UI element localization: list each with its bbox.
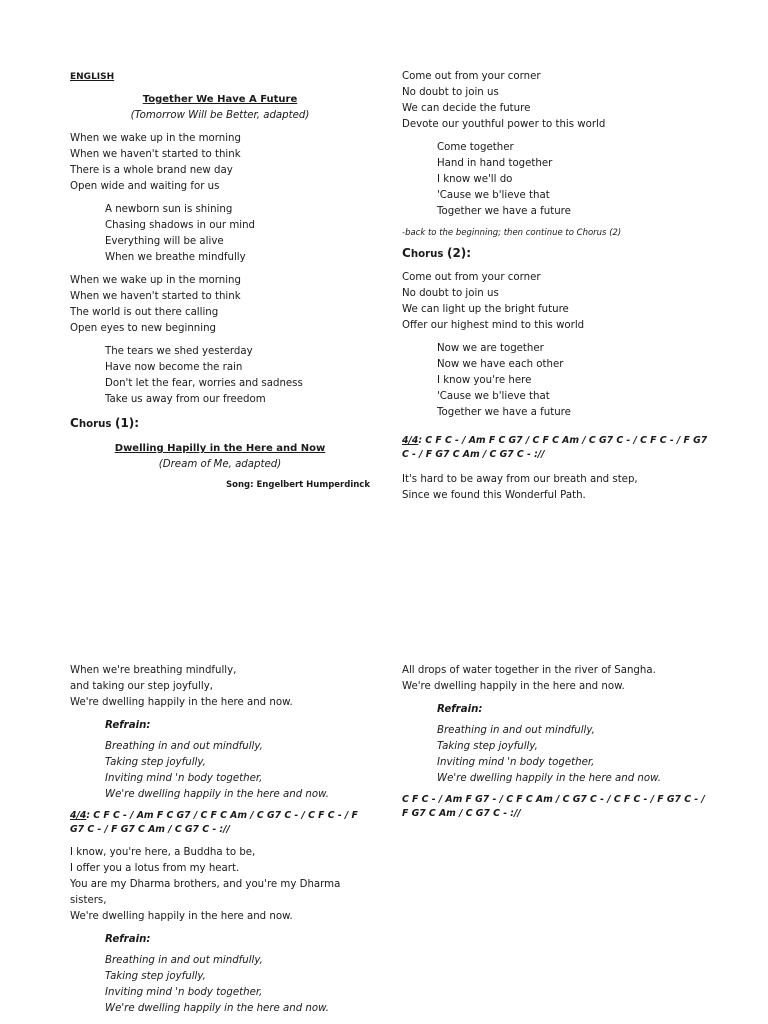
lyric-line: Inviting mind 'n body together, [105, 773, 263, 784]
song2-verse1 [70, 663, 370, 711]
song2-verse3 [402, 663, 712, 695]
lyric-line: When we wake up in the morning [70, 275, 241, 286]
refrain-block [402, 702, 712, 787]
song2-title: Dwelling Hapilly in the Here and Now [114, 443, 326, 454]
song2-verse2 [70, 845, 370, 925]
lyric-line: Have now become the rain [105, 362, 243, 373]
lyric-line: Everything will be alive [105, 236, 224, 247]
chorus1-label: Chorus (1): [70, 416, 140, 430]
lyric-line: Chasing shadows in our mind [105, 220, 256, 231]
lyric-line: Since we found this Wonderful Path. [402, 490, 586, 501]
lyric-line: Together we have a future [437, 407, 571, 418]
chorus2-lines [402, 270, 712, 334]
lyric-line: I know we'll do [437, 174, 513, 185]
chord-progression: 4/4: C F C - / Am F C G7 / C F C Am / C G7 C - / C F C - / F G7 C - / F G7 C Am / C G7 C - :// [70, 810, 358, 835]
top-left-column [70, 69, 370, 493]
refrain-label: Refrain: [105, 934, 151, 945]
repeat-note: -back to the beginning; then continue to Chorus (2) [402, 228, 622, 238]
lyric-line: Now we are together [437, 343, 544, 354]
top-right-column [402, 69, 712, 504]
lyric-line: Inviting mind 'n body together, [105, 987, 263, 998]
chorus2-label: Chorus (2): [402, 246, 472, 260]
lyric-line: Breathing in and out mindfully, [105, 741, 263, 752]
lyric-line: It's hard to be away from our breath and step, [402, 474, 638, 485]
lyric-line: We're dwelling happily in the here and now. [105, 1003, 330, 1014]
song1-stanza2 [70, 344, 370, 408]
lyric-line: Taking step joyfully, [105, 757, 206, 768]
lyric-line: All drops of water together in the river of Sangha. [402, 665, 656, 676]
lyric-line: I offer you a lotus from my heart. [70, 863, 240, 874]
lyric-line: Take us away from our freedom [105, 394, 266, 405]
lyric-line: We're dwelling happily in the here and now. [437, 773, 662, 784]
lyric-line: 'Cause we b'lieve that [437, 391, 550, 402]
refrain-label: Refrain: [105, 720, 151, 731]
song1-subtitle: (Tomorrow Will be Better, adapted) [130, 110, 310, 121]
bottom-right-column [402, 663, 712, 821]
lyric-line: No doubt to join us [402, 288, 499, 299]
lyric-line: and taking our step joyfully, [70, 681, 213, 692]
lyric-line: I know you're here [437, 375, 532, 386]
refrain-block [70, 932, 370, 1017]
lyric-line: Open eyes to new beginning [70, 323, 217, 334]
lyric-line: Devote our youthful power to this world [402, 119, 606, 130]
lyric-line: Don't let the fear, worries and sadness [105, 378, 303, 389]
lyric-line: Inviting mind 'n body together, [437, 757, 595, 768]
chorus1-lines [402, 69, 712, 133]
lyric-line: When we breathe mindfully [105, 252, 246, 263]
lyric-line: Together we have a future [437, 206, 571, 217]
lyric-line: When we haven't started to think [70, 149, 241, 160]
lyric-line: Come out from your corner [402, 272, 541, 283]
chorus2-refrain [402, 341, 712, 421]
lyric-line: When we wake up in the morning [70, 133, 241, 144]
lyric-line: I know, you're here, a Buddha to be, [70, 847, 256, 858]
lyric-line: Breathing in and out mindfully, [437, 725, 595, 736]
song1-stanza1 [70, 202, 370, 266]
language-heading: ENGLISH [70, 72, 115, 82]
song-credit: Song: Engelbert Humperdinck [226, 480, 370, 490]
lyric-line: The world is out there calling [70, 307, 219, 318]
lyric-line: When we haven't started to think [70, 291, 241, 302]
lyric-line: There is a whole brand new day [70, 165, 233, 176]
chord-progression: 4/4: C F C - / Am F C G7 / C F C Am / C G7 C - / C F C - / F G7 C - / F G7 C Am / C G7 C - :// [402, 435, 708, 460]
lyric-line: You are my Dharma brothers, and you're my Dharma [70, 879, 341, 890]
song1-title: Together We Have A Future [142, 94, 298, 105]
lyric-line: Hand in hand together [437, 158, 553, 169]
lyric-line: Taking step joyfully, [105, 971, 206, 982]
lyric-line: No doubt to join us [402, 87, 499, 98]
song2-intro [402, 472, 712, 504]
lyric-line: sisters, [70, 895, 107, 906]
lyric-line: We're dwelling happily in the here and now. [105, 789, 330, 800]
song1-verse1 [70, 131, 370, 195]
lyric-line: Breathing in and out mindfully, [105, 955, 263, 966]
lyric-line: We're dwelling happily in the here and now. [70, 911, 293, 922]
lyric-line: 'Cause we b'lieve that [437, 190, 550, 201]
lyric-line: Taking step joyfully, [437, 741, 538, 752]
lyric-line: We're dwelling happily in the here and now. [70, 697, 293, 708]
bottom-left-column [70, 663, 370, 1017]
song1-verse2 [70, 273, 370, 337]
lyric-line: A newborn sun is shining [105, 204, 233, 215]
refrain-label: Refrain: [437, 704, 483, 715]
refrain-block [70, 718, 370, 803]
chord-progression: C F C - / Am F G7 - / C F C Am / C G7 C - / C F C - / F G7 C - / F G7 C Am / C G7 C - :// [402, 794, 705, 819]
chorus1-refrain [402, 140, 712, 220]
lyric-line: Come out from your corner [402, 71, 541, 82]
lyric-line: When we're breathing mindfully, [70, 665, 237, 676]
lyric-line: The tears we shed yesterday [105, 346, 253, 357]
lyric-line: Come together [437, 142, 514, 153]
lyric-line: Open wide and waiting for us [70, 181, 220, 192]
lyric-line: Offer our highest mind to this world [402, 320, 585, 331]
song2-subtitle: (Dream of Me, adapted) [158, 459, 282, 470]
lyric-line: We can decide the future [402, 103, 531, 114]
lyric-line: We're dwelling happily in the here and now. [402, 681, 625, 692]
lyric-line: Now we have each other [437, 359, 564, 370]
lyric-line: We can light up the bright future [402, 304, 569, 315]
